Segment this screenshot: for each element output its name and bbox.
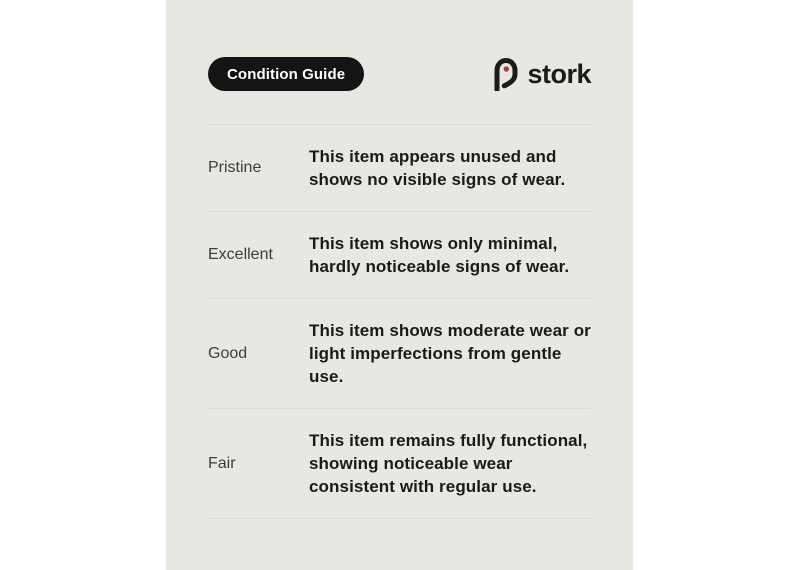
condition-description: This item appears unused and shows no visible signs of wear. [309,147,566,189]
condition-description: This item remains fully functional, showing noticeable wear consistent with regular use. [309,431,588,496]
condition-label: Excellent [208,246,273,263]
condition-label: Pristine [208,159,262,176]
condition-description: This item shows only minimal, hardly noticeable signs of wear. [309,234,570,276]
condition-label: Good [208,344,248,362]
condition-guide-card [166,0,633,570]
card-header [208,57,591,91]
condition-row-good [208,298,591,408]
stork-mark-icon [492,57,520,91]
stork-logo [492,57,591,91]
condition-label: Fair [208,454,236,472]
condition-row-pristine [208,124,591,211]
stork-logo-text: stork [527,58,591,89]
condition-description: This item shows moderate wear or light imperfections from gentle use. [309,321,591,386]
conditions-table [208,124,591,519]
condition-row-fair [208,408,591,519]
condition-guide-badge: Condition Guide [208,57,364,91]
condition-row-excellent [208,211,591,298]
